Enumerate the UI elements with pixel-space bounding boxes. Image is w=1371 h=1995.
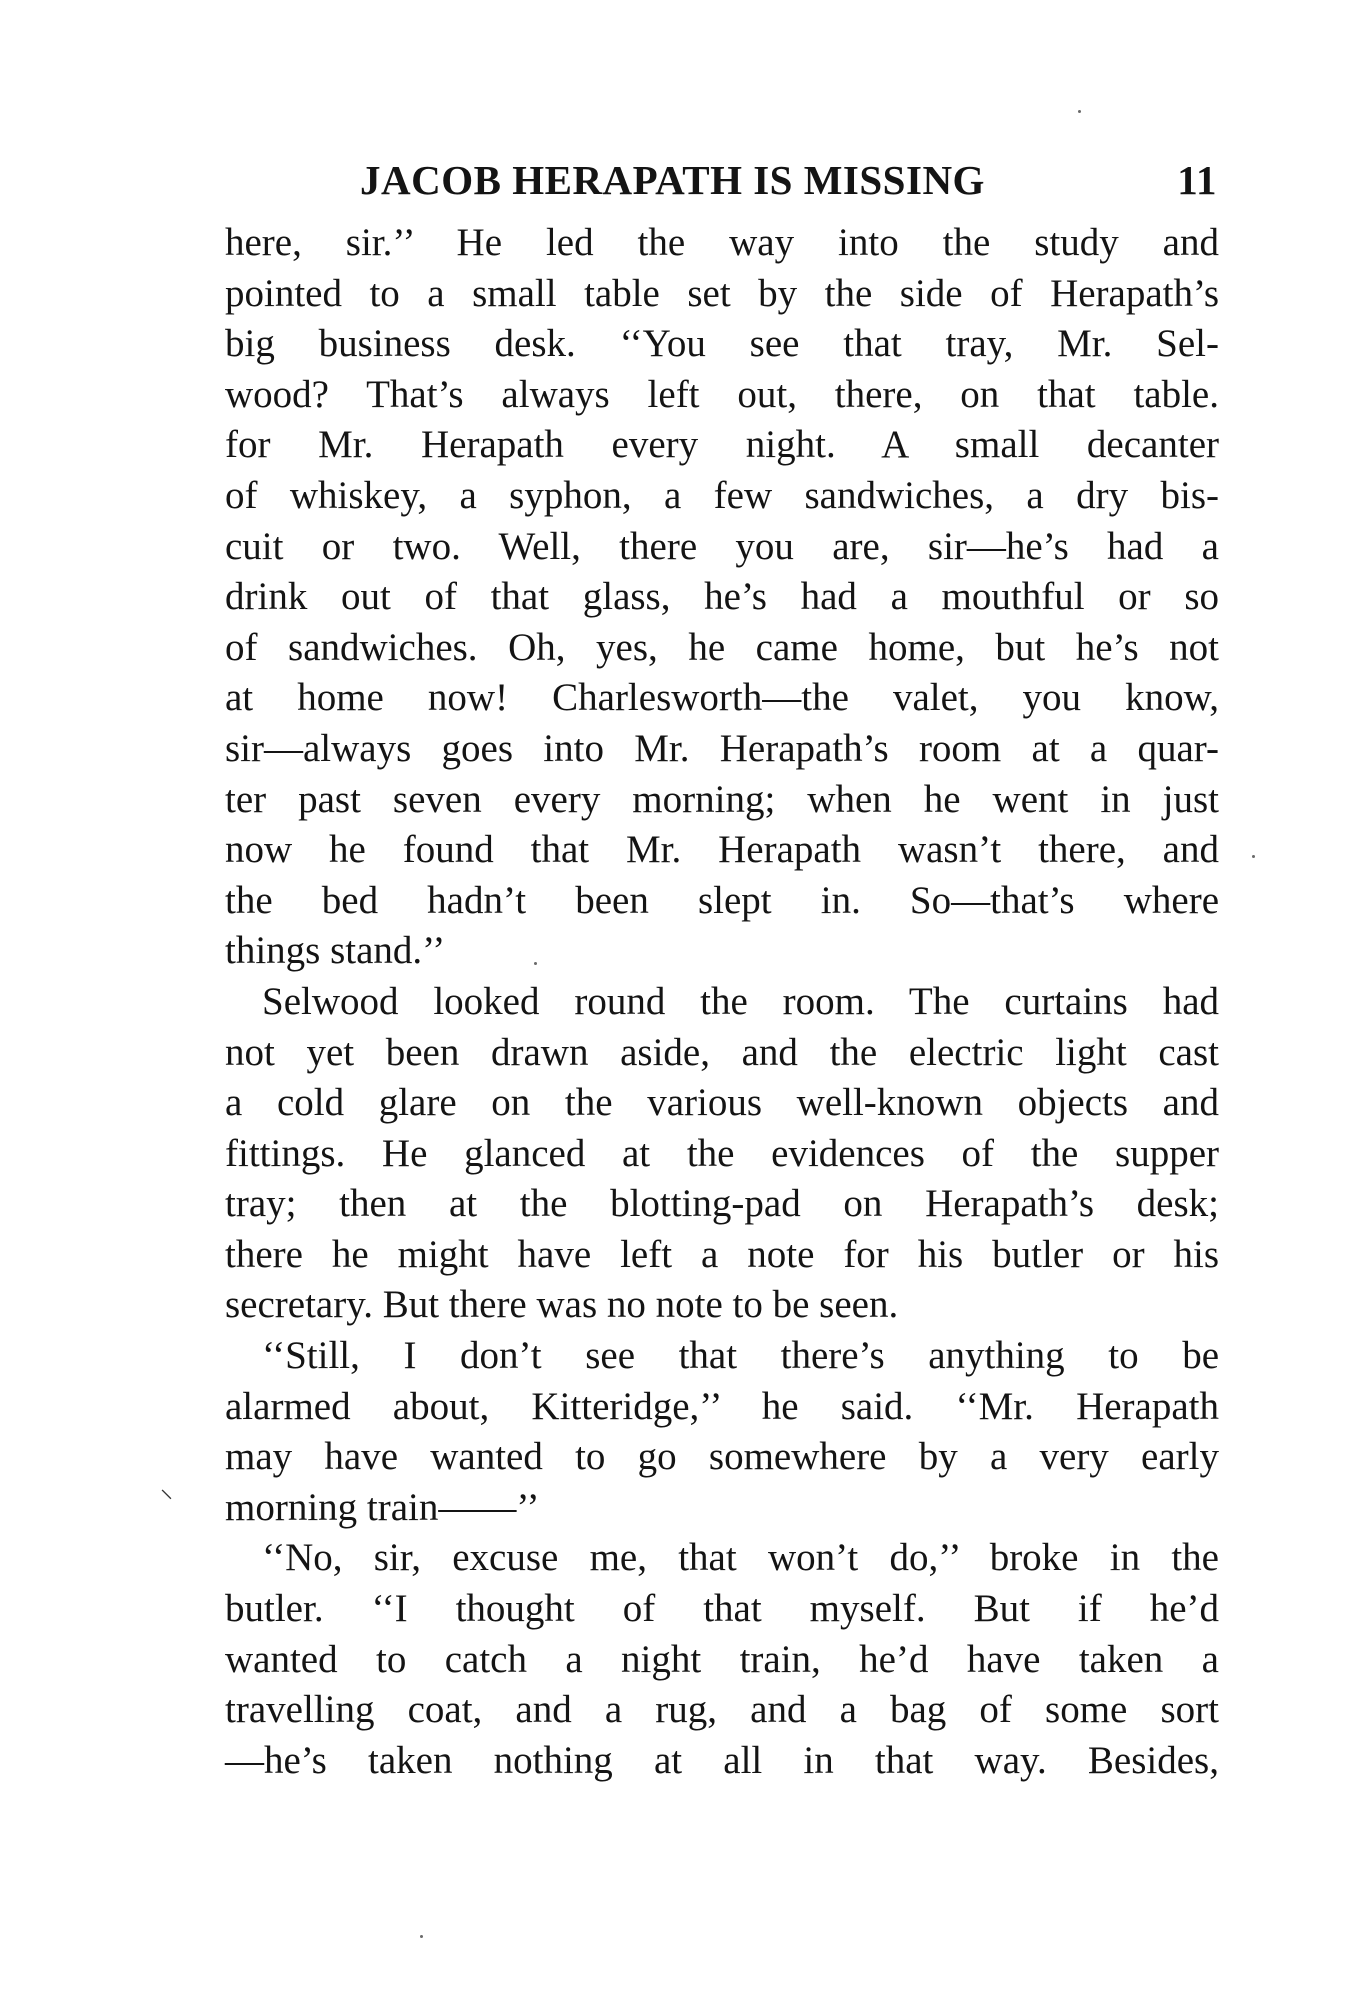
ink-speck bbox=[420, 1935, 423, 1938]
text-line: of whiskey, a syphon, a few sandwiches, a dry bis- bbox=[225, 473, 1219, 517]
text-line: here, sir.’’ He led the way into the study and bbox=[225, 221, 1219, 264]
margin-mark: ⸌ bbox=[160, 1485, 174, 1515]
body-text bbox=[225, 218, 1219, 1786]
text-line: big business desk. ‘‘You see that tray, Mr. Sel- bbox=[225, 322, 1219, 366]
text-line: —he’s taken nothing at all in that way. Besides, bbox=[225, 1738, 1219, 1782]
text-line: there he might have left a note for his butler or his bbox=[225, 1232, 1219, 1276]
text-line: cuit or two. Well, there you are, sir—he’s had a bbox=[225, 524, 1219, 568]
text-line: butler. ‘‘I thought of that myself. But if he’d bbox=[225, 1587, 1219, 1631]
text-line: now he found that Mr. Herapath wasn’t there, and bbox=[225, 828, 1219, 872]
ink-speck bbox=[1078, 110, 1081, 113]
text-line: sir—always goes into Mr. Herapath’s room at a quar- bbox=[225, 726, 1219, 770]
chapter-title: JACOB HERAPATH IS MISSING bbox=[360, 157, 985, 203]
text-line: of sandwiches. Oh, yes, he came home, but he’s not bbox=[225, 625, 1219, 669]
page-number: 11 bbox=[1177, 157, 1217, 203]
ink-speck bbox=[1252, 855, 1255, 858]
text-line: at home now! Charlesworth—the valet, you know, bbox=[225, 676, 1219, 720]
text-line: wanted to catch a night train, he’d have taken a bbox=[225, 1637, 1219, 1681]
text-line: the bed hadn’t been slept in. So—that’s where bbox=[225, 878, 1219, 922]
paragraph-start-line: ‘‘Still, I don’t see that there’s anything to be bbox=[262, 1334, 1219, 1378]
text-line: not yet been drawn aside, and the electric light cast bbox=[225, 1030, 1219, 1074]
running-head bbox=[225, 152, 1217, 208]
text-line: drink out of that glass, he’s had a mouthful or so bbox=[225, 575, 1219, 619]
text-line: wood? That’s always left out, there, on that table. bbox=[225, 372, 1219, 416]
text-line: fittings. He glanced at the evidences of the supper bbox=[225, 1131, 1219, 1175]
text-line: a cold glare on the various well-known objects and bbox=[225, 1081, 1219, 1125]
paragraph-start-line: ‘‘No, sir, excuse me, that won’t do,’’ broke in the bbox=[262, 1536, 1219, 1580]
paragraph-end-line: morning train——’’ bbox=[225, 1485, 540, 1529]
text-line: alarmed about, Kitteridge,’’ he said. ‘‘Mr. Herapath bbox=[225, 1384, 1219, 1428]
ink-speck bbox=[534, 962, 537, 965]
text-line: travelling coat, and a rug, and a bag of some sort bbox=[225, 1688, 1219, 1732]
text-line: may have wanted to go somewhere by a very early bbox=[225, 1435, 1219, 1479]
text-line: tray; then at the blotting-pad on Herapath’s desk; bbox=[225, 1182, 1219, 1226]
text-line: pointed to a small table set by the side of Herapath’s bbox=[225, 271, 1219, 315]
paragraph-end-line: secretary. But there was no note to be seen. bbox=[225, 1283, 899, 1327]
paragraph-start-line: Selwood looked round the room. The curtains had bbox=[262, 979, 1219, 1023]
paragraph-end-line: things stand.’’ bbox=[225, 929, 446, 973]
text-line: ter past seven every morning; when he went in just bbox=[225, 777, 1219, 821]
text-line: for Mr. Herapath every night. A small decanter bbox=[225, 423, 1219, 467]
